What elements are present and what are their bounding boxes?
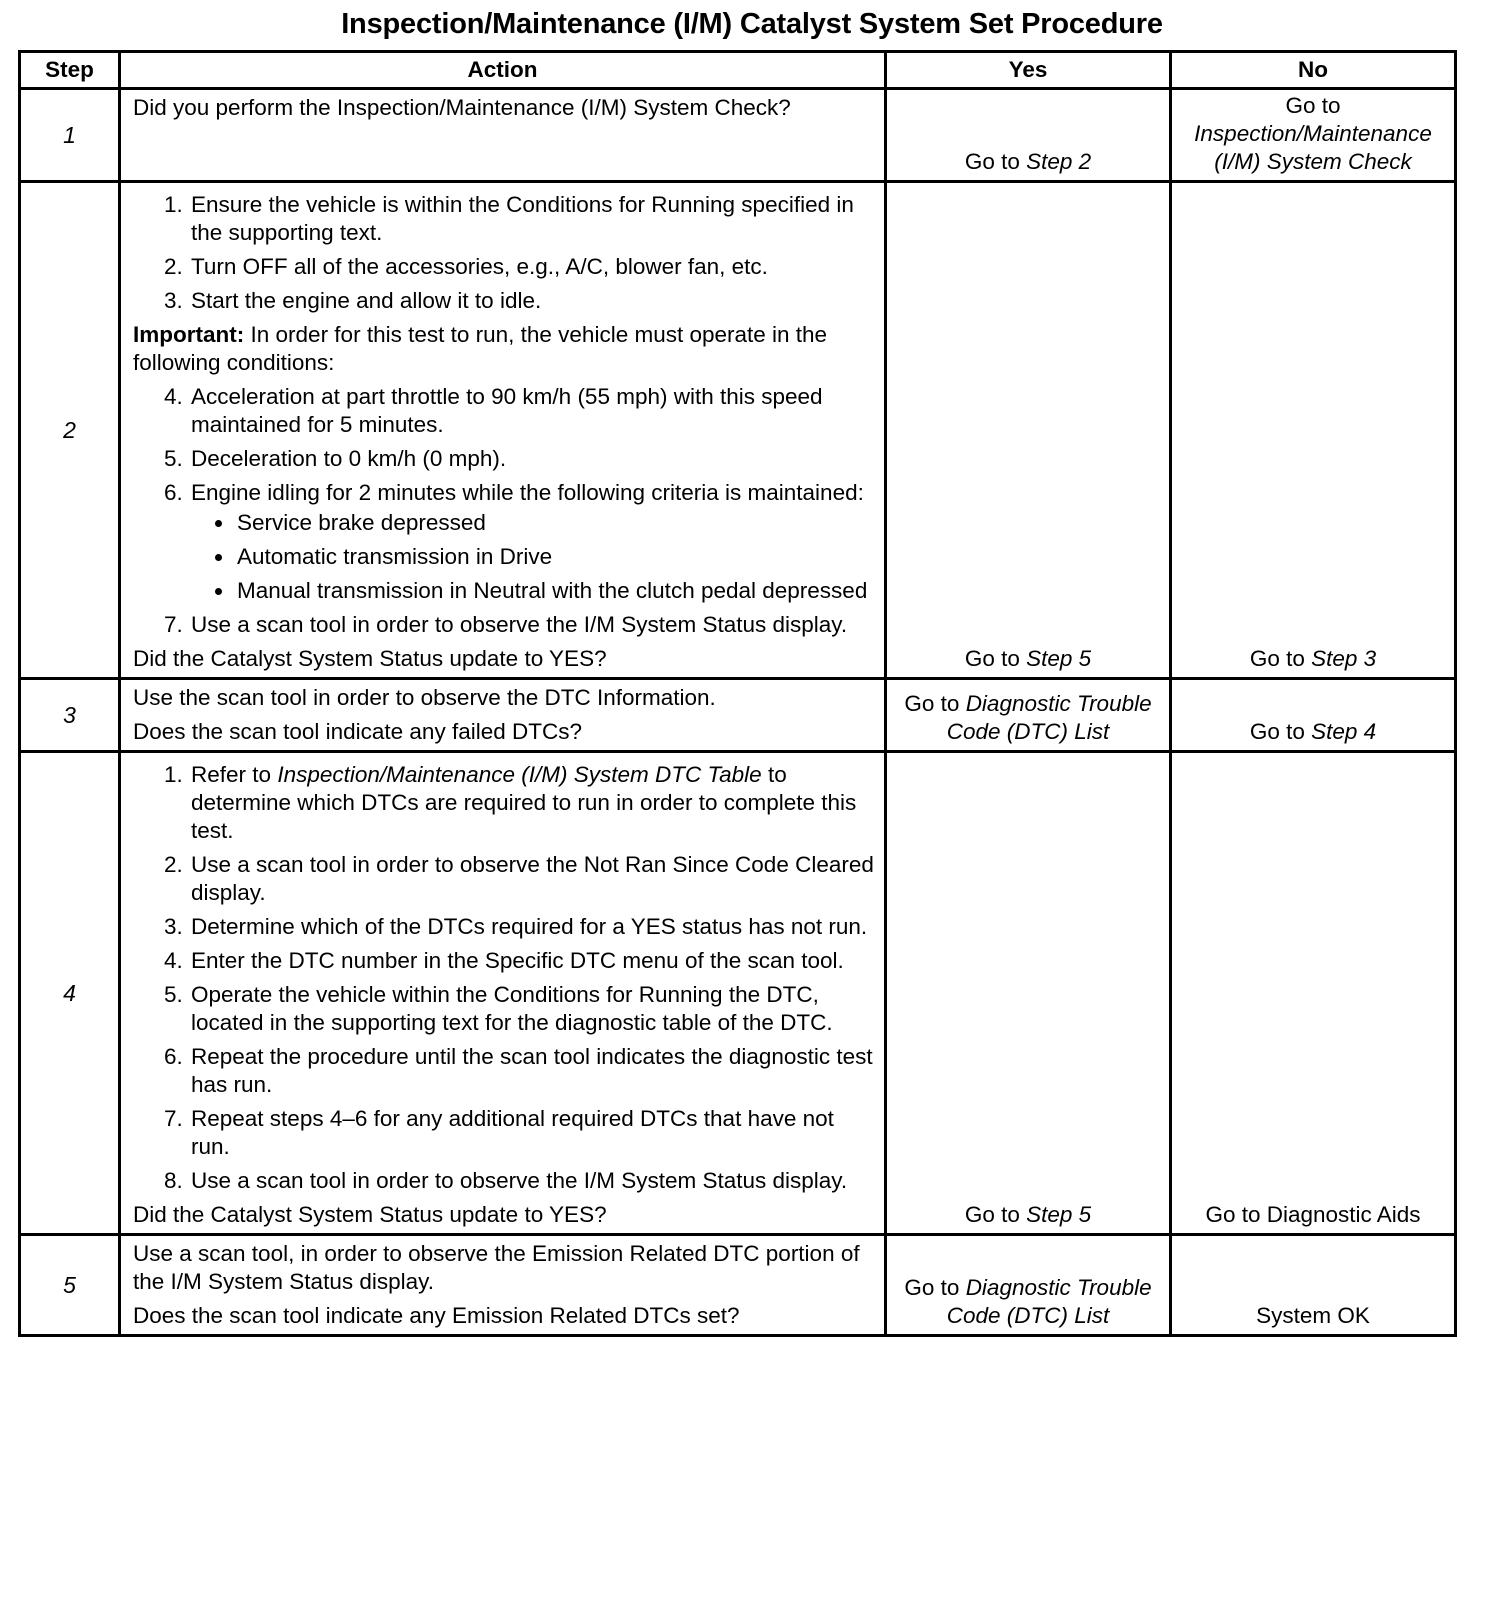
yes-link[interactable]: Diagnostic Trouble Code (DTC) List xyxy=(946,691,1152,744)
yes-cell xyxy=(886,182,1171,679)
list-item: 7. Repeat steps 4–6 for any additional required DTCs that have not run. xyxy=(189,1105,874,1161)
list-item: 4. Enter the DTC number in the Specific DTC menu of the scan tool. xyxy=(189,947,874,975)
step-number: 1 xyxy=(20,89,120,182)
yes-prefix: Go to xyxy=(964,149,1020,174)
list-item-text: Engine idling for 2 minutes while the following criteria is maintained: xyxy=(191,480,864,505)
no-link[interactable]: Inspection/Maintenance (I/M) System Check xyxy=(1194,121,1432,174)
list-item: 7. Use a scan tool in order to observe the I/M System Status display. xyxy=(189,611,874,639)
instruction-list xyxy=(133,761,874,1195)
list-item xyxy=(189,479,874,605)
yes-link[interactable]: Diagnostic Trouble Code (DTC) List xyxy=(946,1275,1152,1328)
yes-prefix: Go to xyxy=(904,691,960,716)
action-cell xyxy=(120,89,886,182)
list-item: 5. Deceleration to 0 km/h (0 mph). xyxy=(189,445,874,473)
no-link[interactable]: Step 3 xyxy=(1311,646,1377,671)
list-item: 2. Use a scan tool in order to observe the Not Ran Since Code Cleared display. xyxy=(189,851,874,907)
yes-cell xyxy=(886,752,1171,1235)
action-cell xyxy=(120,1235,886,1336)
step-number: 5 xyxy=(20,1235,120,1336)
instruction-text: Use the scan tool in order to observe the DTC Information. xyxy=(133,685,716,710)
no-cell xyxy=(1171,89,1456,182)
yes-link[interactable]: Step 2 xyxy=(1026,149,1092,174)
no-result: System OK xyxy=(1256,1303,1370,1328)
yes-link[interactable]: Step 5 xyxy=(1026,1202,1092,1227)
yes-link[interactable]: Step 5 xyxy=(1026,646,1092,671)
table-row-step-2 xyxy=(20,182,1456,679)
list-item: 5. Operate the vehicle within the Conditions for Running the DTC, located in the supporting text for the diagnostic table of the DTC. xyxy=(189,981,874,1037)
yes-cell xyxy=(886,89,1171,182)
action-cell xyxy=(120,182,886,679)
table-row-step-3 xyxy=(20,679,1456,752)
list-item: 1. Ensure the vehicle is within the Conditions for Running specified in the supporting text. xyxy=(189,191,874,247)
yes-cell xyxy=(886,1235,1171,1336)
no-cell xyxy=(1171,182,1456,679)
step-number: 2 xyxy=(20,182,120,679)
question-text: Did the Catalyst System Status update to YES? xyxy=(133,646,607,671)
question-text: Did the Catalyst System Status update to YES? xyxy=(133,1202,607,1227)
no-prefix: Go to xyxy=(1285,93,1341,118)
dtc-table-link[interactable]: Inspection/Maintenance (I/M) System DTC Table xyxy=(277,762,762,787)
question-text: Does the scan tool indicate any failed DTCs? xyxy=(133,719,582,744)
instruction-list xyxy=(133,191,874,315)
instruction-list xyxy=(133,383,874,639)
important-text: In order for this test to run, the vehicle must operate in the following conditions: xyxy=(133,322,828,375)
header-yes: Yes xyxy=(886,52,1171,89)
bullet-list xyxy=(191,509,874,605)
header-no: No xyxy=(1171,52,1456,89)
bullet-item: • Service brake depressed xyxy=(235,509,874,537)
step-number: 4 xyxy=(20,752,120,1235)
bullet-item: • Manual transmission in Neutral with the clutch pedal depressed xyxy=(235,577,874,605)
no-cell xyxy=(1171,1235,1456,1336)
table-row-step-4 xyxy=(20,752,1456,1235)
instruction-text: Use a scan tool, in order to observe the Emission Related DTC portion of the I/M System Status display. xyxy=(133,1241,860,1294)
yes-prefix: Go to xyxy=(964,1202,1020,1227)
table-header-row xyxy=(20,52,1456,89)
important-label: Important: xyxy=(133,322,245,347)
table-row-step-5 xyxy=(20,1235,1456,1336)
action-cell xyxy=(120,679,886,752)
table-row-step-1 xyxy=(20,89,1456,182)
list-item: 6. Repeat the procedure until the scan tool indicates the diagnostic test has run. xyxy=(189,1043,874,1099)
page-title: Inspection/Maintenance (I/M) Catalyst System Set Procedure xyxy=(341,8,1163,40)
no-cell xyxy=(1171,679,1456,752)
procedure-table xyxy=(18,50,1457,1337)
list-item xyxy=(189,761,874,845)
action-cell xyxy=(120,752,886,1235)
list-item: 8. Use a scan tool in order to observe the I/M System Status display. xyxy=(189,1167,874,1195)
no-link[interactable]: Go to Diagnostic Aids xyxy=(1205,1202,1421,1227)
header-step: Step xyxy=(20,52,120,89)
list-item: 2. Turn OFF all of the accessories, e.g., A/C, blower fan, etc. xyxy=(189,253,874,281)
list-item: 3. Determine which of the DTCs required for a YES status has not run. xyxy=(189,913,874,941)
important-note xyxy=(133,321,874,377)
yes-prefix: Go to xyxy=(964,646,1020,671)
header-action: Action xyxy=(120,52,886,89)
no-prefix: Go to xyxy=(1249,719,1305,744)
bullet-item: • Automatic transmission in Drive xyxy=(235,543,874,571)
no-link[interactable]: Step 4 xyxy=(1311,719,1377,744)
yes-cell xyxy=(886,679,1171,752)
list-item: 4. Acceleration at part throttle to 90 km/h (55 mph) with this speed maintained for 5 minutes. xyxy=(189,383,874,439)
step-number: 3 xyxy=(20,679,120,752)
no-cell xyxy=(1171,752,1456,1235)
no-prefix: Go to xyxy=(1249,646,1305,671)
yes-prefix: Go to xyxy=(904,1275,960,1300)
list-item: 3. Start the engine and allow it to idle. xyxy=(189,287,874,315)
question-text: Did you perform the Inspection/Maintenance (I/M) System Check? xyxy=(133,95,791,120)
question-text: Does the scan tool indicate any Emission Related DTCs set? xyxy=(133,1303,740,1328)
list-item-text: Refer to xyxy=(191,762,272,787)
list-item-text: to determine which DTCs are required to run in order to complete this test. xyxy=(191,762,857,843)
